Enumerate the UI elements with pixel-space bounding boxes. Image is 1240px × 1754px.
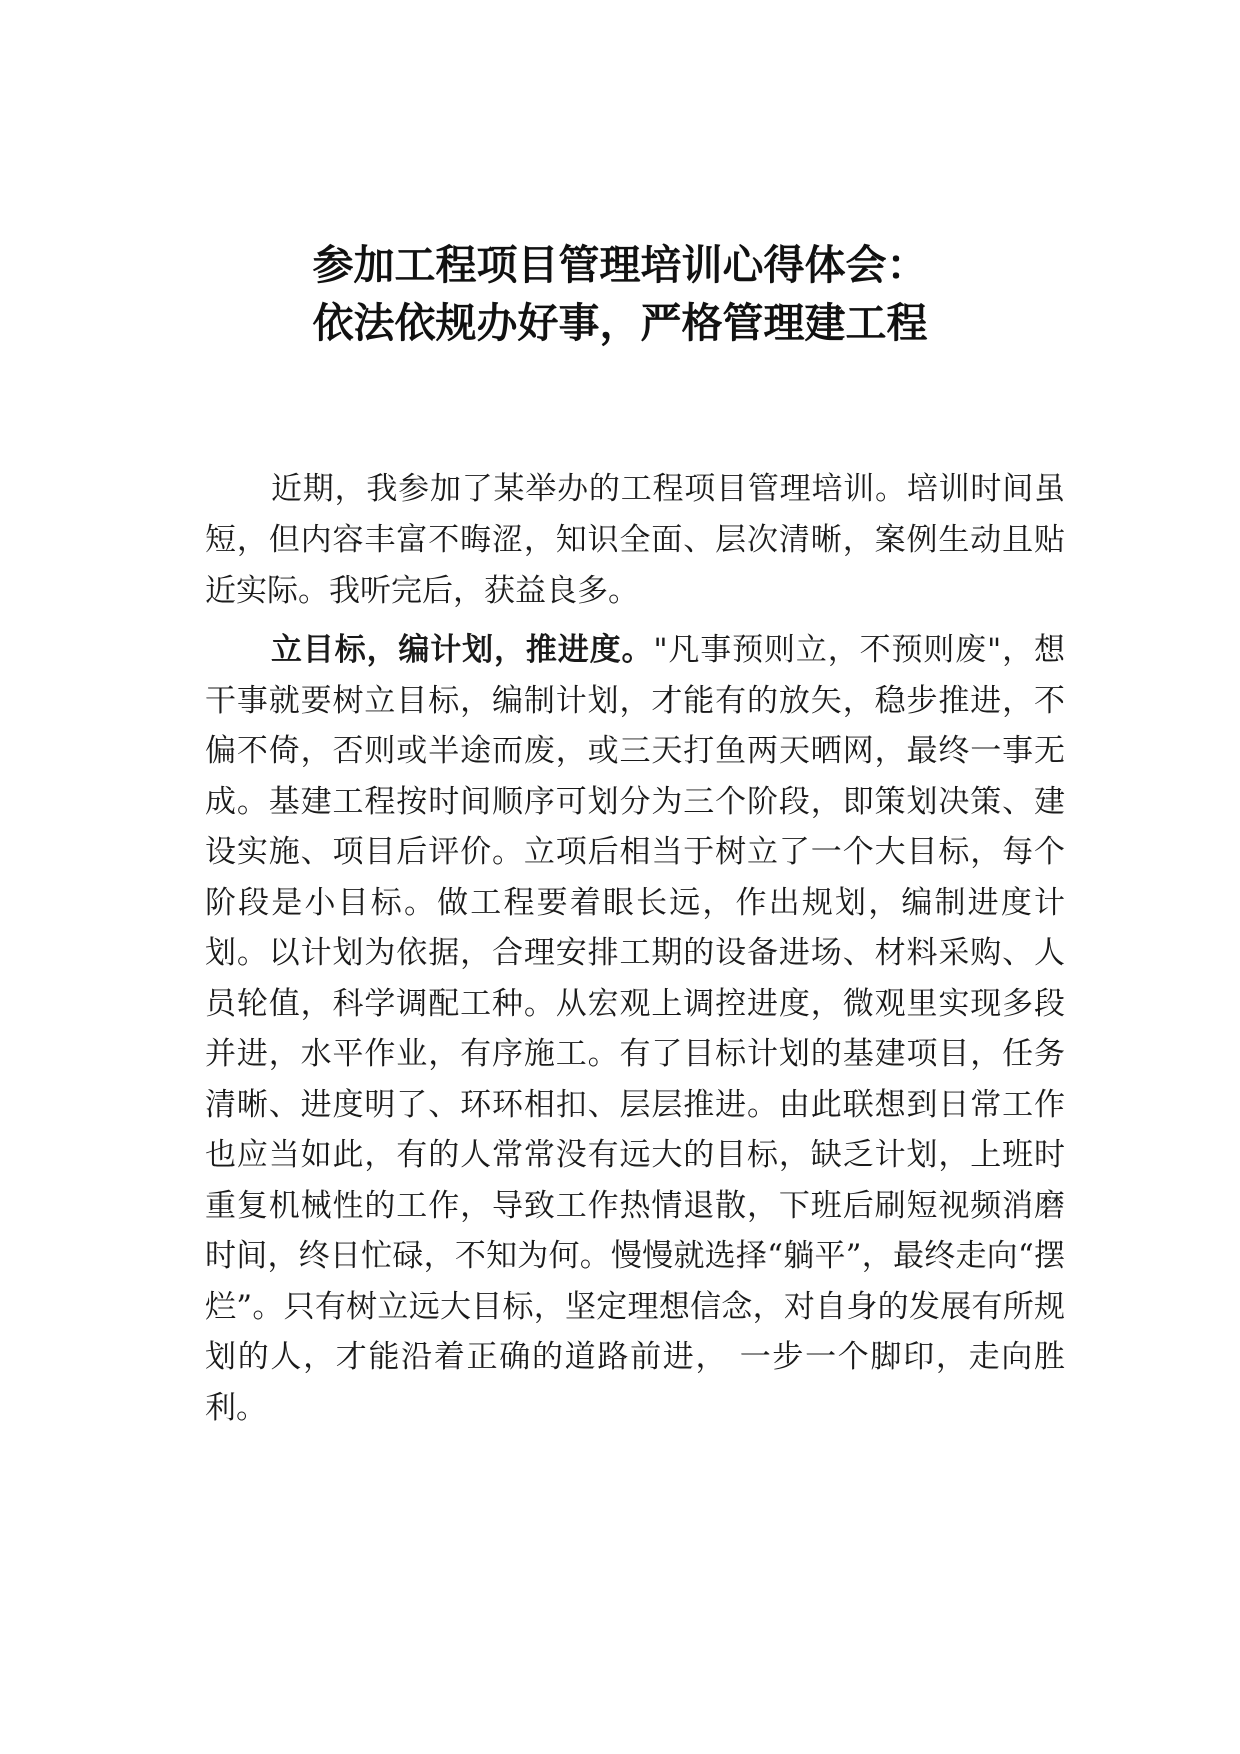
paragraph-goals-heading: 立目标，编计划，推进度。 — [271, 632, 654, 668]
document-title — [180, 236, 1060, 352]
document-body — [205, 464, 1065, 1433]
paragraph-goals-text: "凡事预则立，不预则废"，想干事就要树立目标，编制计划，才能有的放矢，稳步推进，不偏不倚，否则或半途而废，或三天打鱼两天晒网，最终一事无成。基建工程按时间顺序可划分为三个阶段，即策划决策、建设实施、项目后评价。立项后相当于树立了一个大目标，每个阶段是小目标。做工程要着眼长远，作出规划，编制进度计划。以计划为依据，合理安排工期的设备进场、材料采购、人员轮值，科学调配工种。从宏观上调控进度，微观里实现多段并进，水平作业，有序施工。有了目标计划的基建项目，任务清晰、进度明了、环环相扣、层层推进。由此联想到日常工作也应当如此，有的人常常没有远大的目标，缺乏计划，上班时重复机械性的工作，导致工作热情退散，下班后刷短视频消磨时间，终日忙碌，不知为何。慢慢就选择“躺平”，最终走向“摆烂”。只有树立远大目标，坚定理想信念，对自身的发展有所规划的人，才能沿着正确的道路前进， 一步一个脚印，走向胜利。 — [205, 632, 1065, 1426]
title-line-2: 依法依规办好事，严格管理建工程 — [312, 299, 928, 347]
paragraph-goals — [205, 625, 1065, 1433]
title-line-1: 参加工程项目管理培训心得体会： — [312, 241, 928, 289]
paragraph-intro: 近期，我参加了某举办的工程项目管理培训。培训时间虽短，但内容丰富不晦涩，知识全面、层次清晰，案例生动且贴近实际。我听完后，获益良多。 — [205, 471, 1065, 609]
